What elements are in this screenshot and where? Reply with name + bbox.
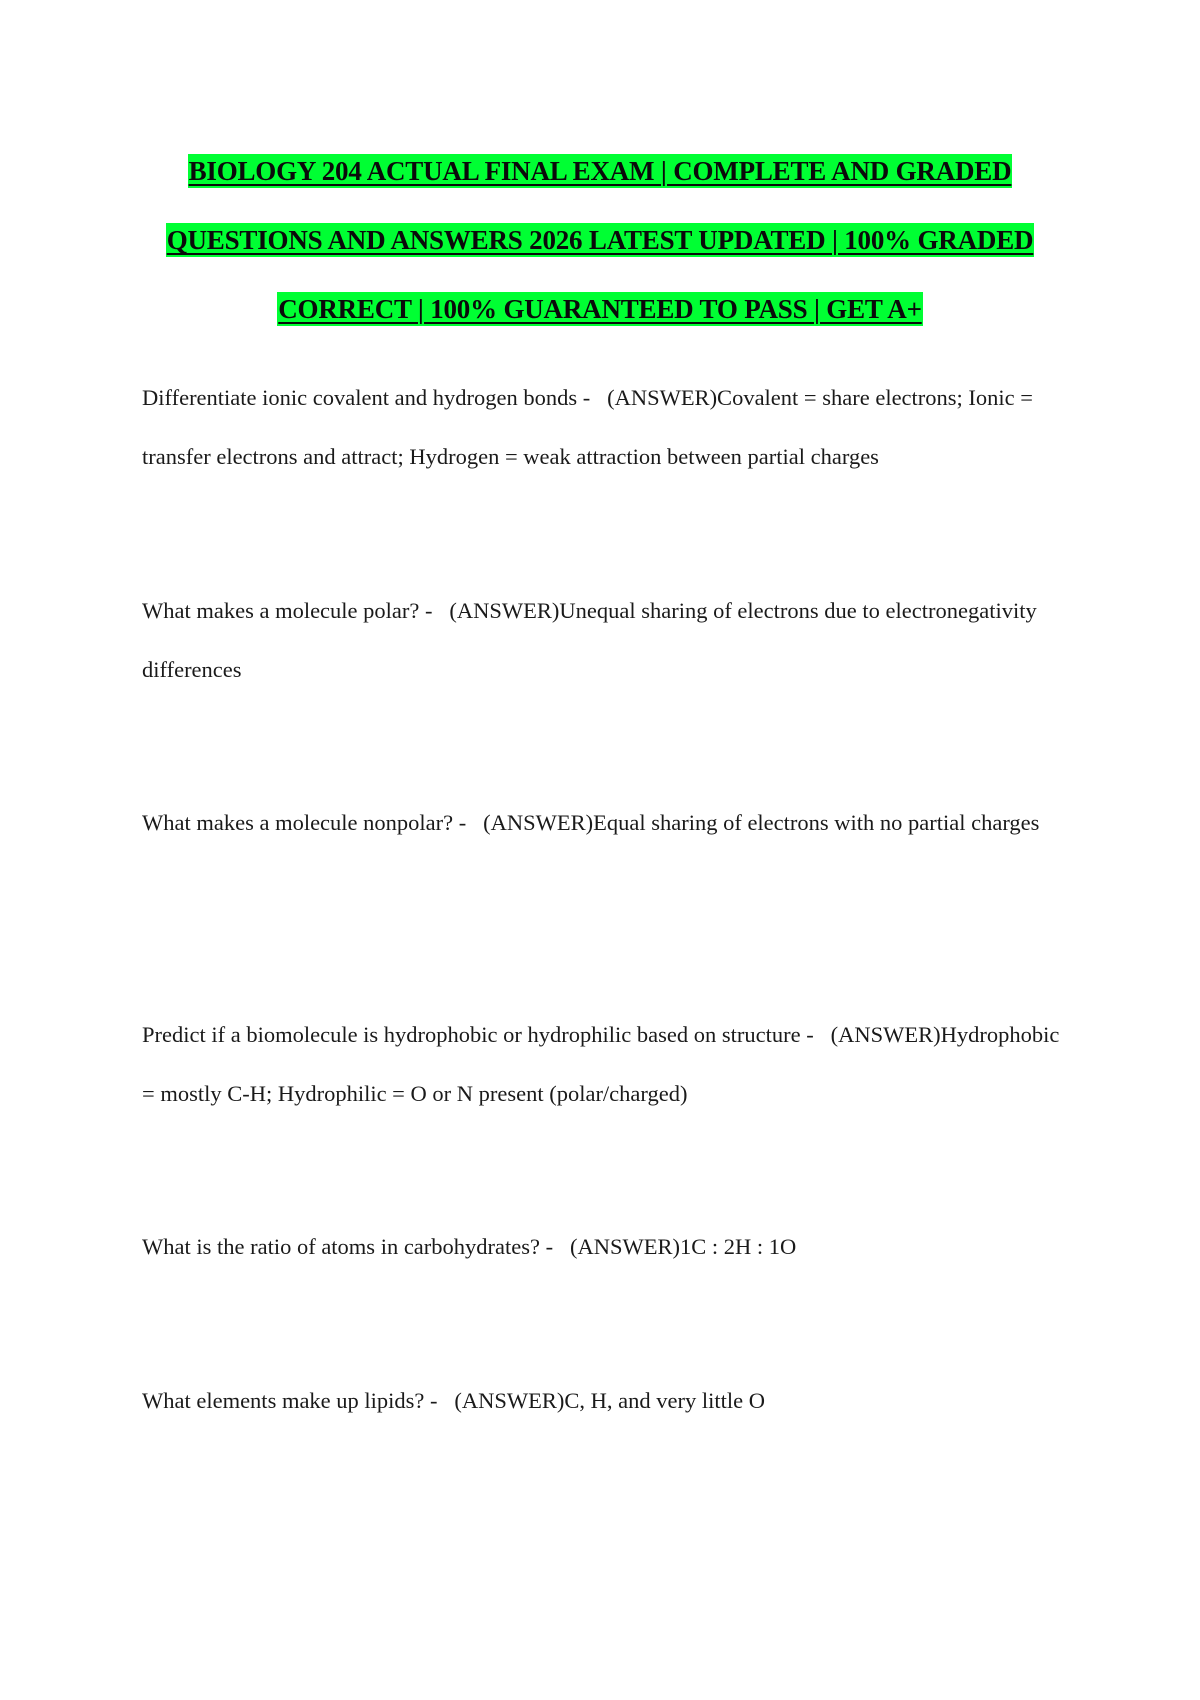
qa-item (142, 368, 1072, 486)
qa-separator: - (419, 598, 450, 623)
answer-text: (ANSWER)Unequal sharing of electrons due to electronegativity differences (142, 598, 1037, 682)
question-text: What makes a molecule polar? (142, 598, 420, 623)
answer-text: (ANSWER)Equal sharing of electrons with no partial charges (483, 810, 1040, 835)
answer-text: (ANSWER)1C : 2H : 1O (570, 1234, 797, 1259)
question-text: Predict if a biomolecule is hydrophobic or hydrophilic based on structure (142, 1022, 801, 1047)
qa-separator: - (800, 1022, 831, 1047)
answer-text: (ANSWER)Hydrophobic = mostly C-H; Hydrophilic = O or N present (polar/charged) (142, 1022, 1060, 1106)
qa-item (142, 581, 1072, 699)
qa-item (142, 793, 1072, 852)
answer-text: (ANSWER)C, H, and very little O (454, 1388, 765, 1413)
qa-separator: - (540, 1234, 570, 1259)
qa-item (142, 1217, 1072, 1276)
title-line-text: QUESTIONS AND ANSWERS 2026 LATEST UPDATED | 100% GRADED (166, 225, 1034, 255)
title-line (140, 148, 1060, 217)
question-text: What is the ratio of atoms in carbohydrates? (142, 1234, 540, 1259)
document-title (140, 148, 1060, 355)
qa-item (142, 1005, 1072, 1123)
qa-separator: - (453, 810, 484, 835)
title-line (140, 286, 1060, 355)
answer-text: (ANSWER)Covalent = share electrons; Ionic = transfer electrons and attract; Hydrogen = weak attraction between partial charges (142, 385, 1033, 469)
title-line-text: BIOLOGY 204 ACTUAL FINAL EXAM | COMPLETE AND GRADED (188, 156, 1012, 186)
title-line-text: CORRECT | 100% GUARANTEED TO PASS | GET A+ (278, 294, 922, 324)
question-text: What makes a molecule nonpolar? (142, 810, 454, 835)
qa-separator: - (577, 385, 608, 410)
qa-separator: - (424, 1388, 455, 1413)
title-line (140, 217, 1060, 286)
qa-item (142, 1371, 1072, 1430)
question-text: Differentiate ionic covalent and hydrogen bonds (142, 385, 578, 410)
question-text: What elements make up lipids? (142, 1388, 425, 1413)
